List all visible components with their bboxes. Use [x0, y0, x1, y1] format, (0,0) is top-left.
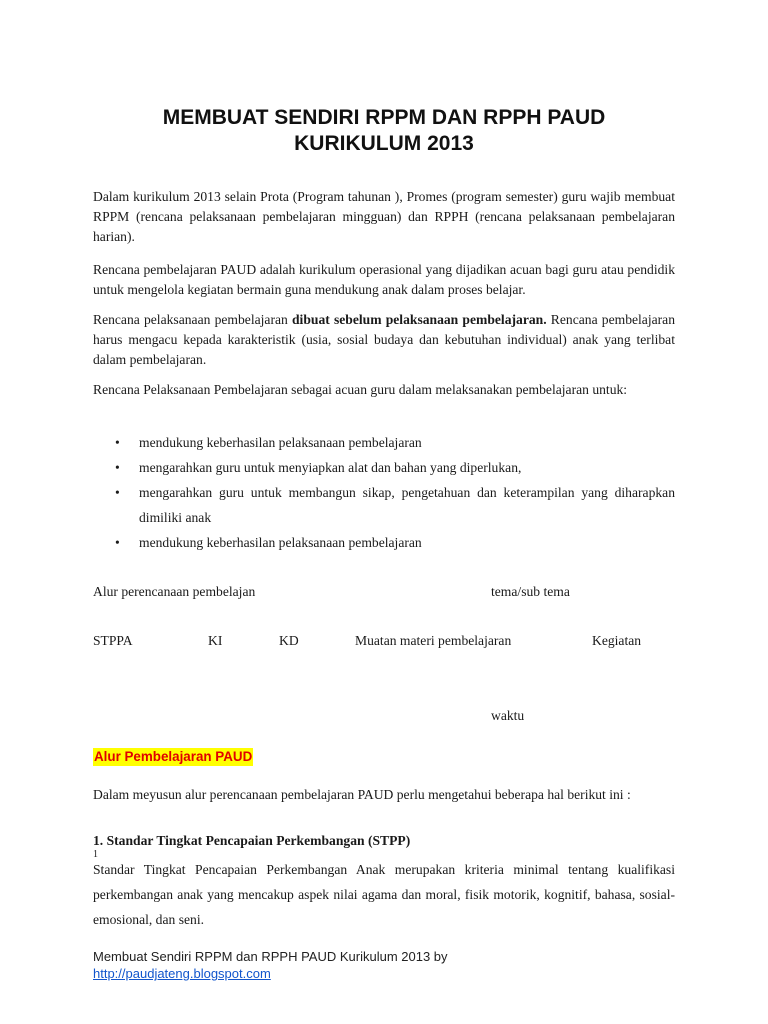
section-body [93, 857, 675, 932]
diagram-kd-label: KD [279, 633, 299, 648]
list-item-text: mengarahkan guru untuk menyiapkan alat dan bahan yang diperlukan, [139, 460, 522, 475]
list-item [93, 480, 675, 530]
bullet-icon: • [115, 435, 120, 450]
diagram-kegiatan-label: Kegiatan [592, 633, 642, 648]
bullet-icon: • [115, 535, 120, 550]
document-title [93, 105, 675, 157]
diagram-tema-label: tema/sub tema [491, 584, 570, 599]
title-line-1: MEMBUAT SENDIRI RPPM DAN RPPH PAUD [162, 106, 606, 129]
paragraph-4 [93, 380, 675, 400]
page-footer [93, 948, 448, 982]
document-page [93, 0, 675, 1024]
list-item [93, 430, 675, 455]
paragraph-3-end: Rencana pembelajaran harus mengacu kepada karakteristik (usia, sosial budaya dan kebutuhan individual) anak yang terlibat dalam pembelajaran. [93, 312, 675, 367]
list-item-text: mendukung keberhasilan pelaksanaan pembelajaran [139, 535, 422, 550]
section-heading: Alur Pembelajaran PAUD [94, 749, 253, 764]
paragraph-2 [93, 260, 675, 300]
bullet-icon: • [115, 460, 120, 475]
list-item-text: mendukung keberhasilan pelaksanaan pembelajaran [139, 435, 422, 450]
paragraph-3-start: Rencana pelaksanaan pembelajaran [93, 312, 292, 327]
footer-text: Membuat Sendiri RPPM dan RPPH PAUD Kurikulum 2013 by [93, 949, 448, 964]
section-intro [93, 782, 675, 807]
bullet-icon: • [115, 485, 120, 500]
diagram-waktu-label: waktu [491, 708, 525, 723]
paragraph-3-bold: dibuat sebelum pelaksanaan pembelajaran. [291, 312, 547, 327]
paragraph-3 [93, 310, 675, 370]
sub-heading: 1. Standar Tingkat Pencapaian Perkembangan (STPP) [93, 833, 411, 848]
section-intro-text: Dalam meyusun alur perencanaan pembelajaran PAUD perlu mengetahui beberapa hal berikut ini : [93, 787, 631, 802]
section-body-text: Standar Tingkat Pencapaian Perkembangan Anak merupakan kriteria minimal tentang kualifikasi perkembangan anak yang mencakup aspek nilai agama dan moral, fisik motorik, kognitif, bahasa, sosial-emosional, dan seni. [93, 862, 675, 927]
diagram-stppa-label: STPPA [93, 633, 133, 648]
bullet-list [93, 430, 675, 555]
title-line-2: KURIKULUM 2013 [294, 132, 474, 155]
paragraph-2-text: Rencana pembelajaran PAUD adalah kurikulum operasional yang dijadikan acuan bagi guru atau pendidik untuk mengelola kegiatan bermain guna mendukung anak dalam proses belajar. [93, 262, 675, 297]
list-item [93, 455, 675, 480]
list-item [93, 530, 675, 555]
footnote-number: 1 [93, 849, 98, 860]
paragraph-1 [93, 187, 675, 247]
footer-link[interactable]: http://paudjateng.blogspot.com [93, 966, 271, 981]
diagram-muatan-label: Muatan materi pembelajaran [355, 633, 512, 648]
paragraph-4-text: Rencana Pelaksanaan Pembelajaran sebagai acuan guru dalam melaksanakan pembelajaran untuk: [93, 382, 628, 397]
diagram-alur-label: Alur perencanaan pembelajan [93, 584, 256, 599]
list-item-text: mengarahkan guru untuk membangun sikap, pengetahuan dan keterampilan yang diharapkan dimiliki anak [139, 485, 675, 525]
diagram-ki-label: KI [208, 633, 223, 648]
paragraph-1-text: Dalam kurikulum 2013 selain Prota (Program tahunan ), Promes (program semester) guru wajib membuat RPPM (rencana pelaksanaan pembelajaran mingguan) dan RPPH (rencana pelaksanaan pembelajaran harian). [93, 189, 675, 244]
